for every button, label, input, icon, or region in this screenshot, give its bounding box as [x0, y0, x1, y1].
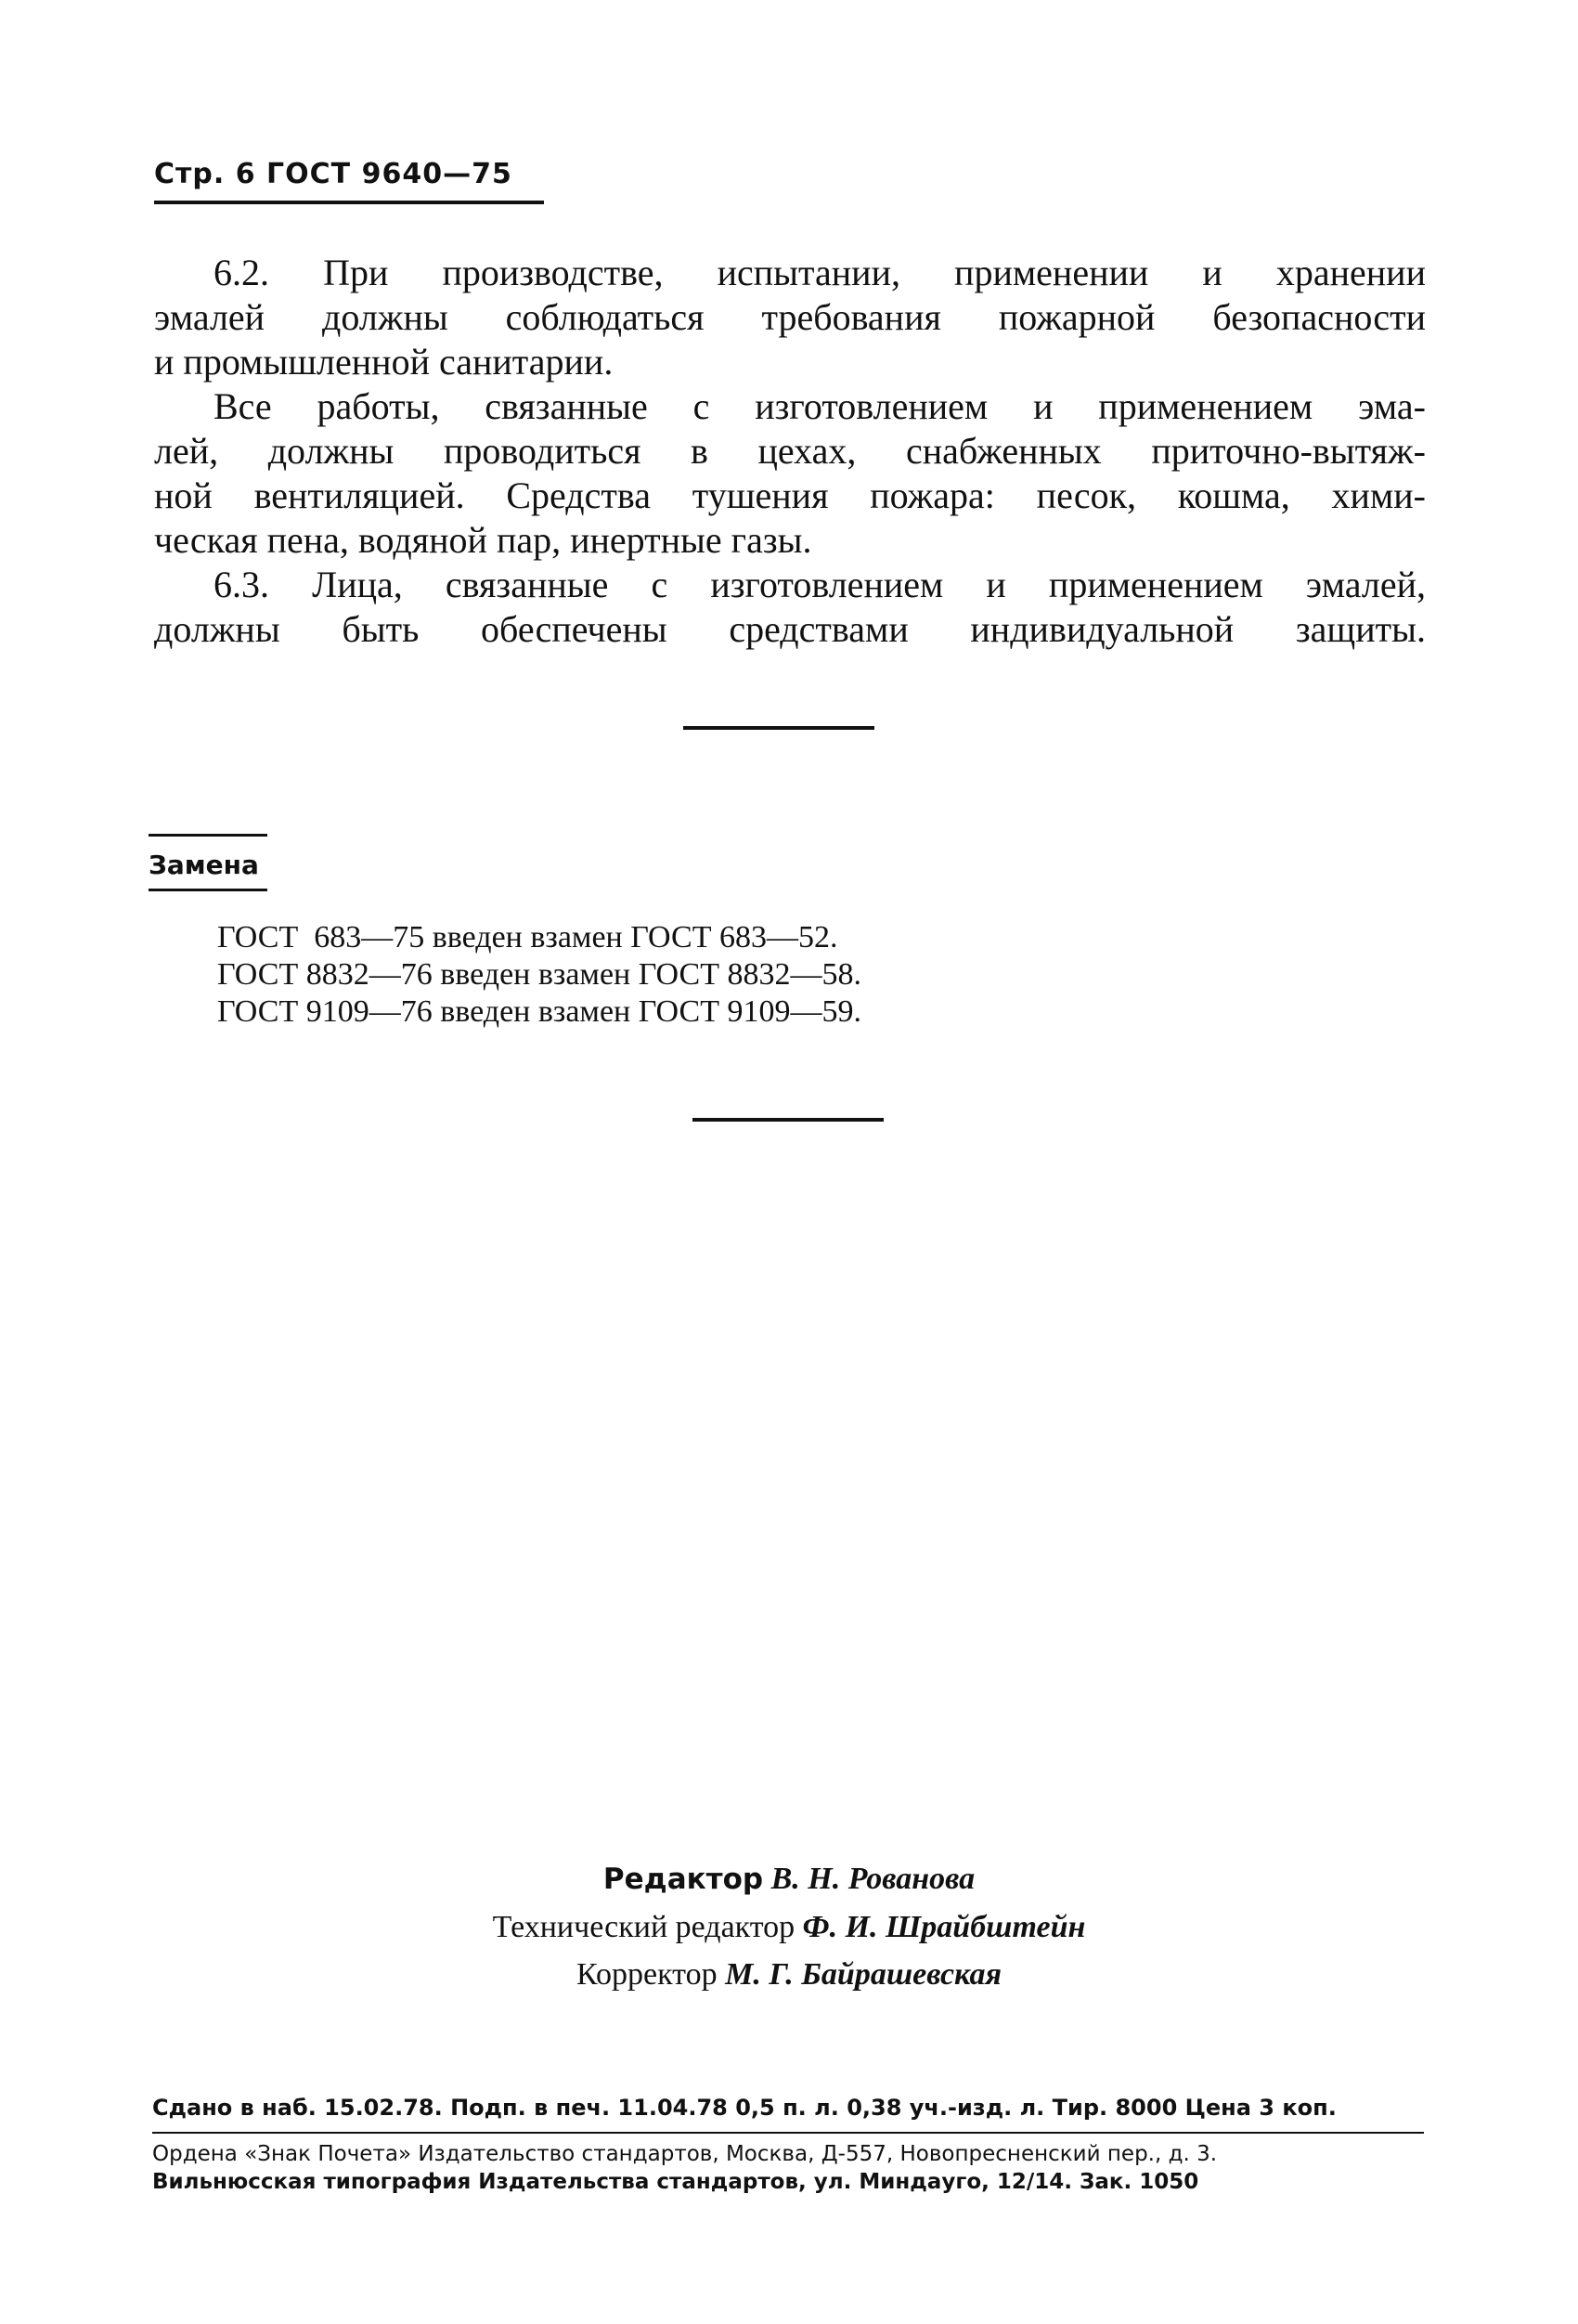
replacement-bottom-rule [149, 889, 267, 891]
paragraph-works-line: ческая пена, водяной пар, инертные газы. [154, 519, 812, 561]
replacement-top-rule [149, 834, 267, 837]
credits-block [0, 1855, 1578, 1998]
replacement-item: ГОСТ 8832—76 введен взамен ГОСТ 8832—58. [217, 957, 861, 992]
paragraph-works-line: лей, должны проводиться в цехах, снабженных приточно-вытяж- [154, 430, 1426, 472]
editor-role: Редактор [602, 1863, 764, 1896]
section-separator [692, 1118, 884, 1122]
publisher-line: Ордена «Знак Почета» Издательство стандартов, Москва, Д-557, Новопресненский пер., д. 3. [152, 2142, 1218, 2166]
tech-editor-role: Технический редактор [492, 1910, 795, 1944]
publisher-block [152, 2140, 1424, 2196]
section-separator [683, 726, 874, 730]
page-header: Стр. 6 ГОСТ 9640—75 [154, 158, 512, 190]
paragraph-6-3-line: 6.3. Лица, связанные с изготовлением и применением эмалей, [213, 564, 1426, 605]
replacement-heading: Замена [149, 850, 259, 880]
paragraph-6-3-line: должны быть обеспечены средствами индивидуальной защиты. [154, 608, 1426, 650]
corrector-name: М. Г. Байрашевская [725, 1957, 1002, 1992]
paragraph-works-line: ной вентиляцией. Средства тушения пожара: песок, кошма, хими- [154, 474, 1426, 516]
corrector-role: Корректор [576, 1957, 718, 1992]
imprint-rule [152, 2132, 1424, 2134]
editor-name: В. Н. Рованова [770, 1862, 976, 1896]
corrector-line [0, 1951, 1578, 1998]
paragraph-6-2-line: 6.2. При производстве, испытании, применении и хранении [213, 252, 1426, 293]
replacement-item: ГОСТ 9109—76 введен взамен ГОСТ 9109—59. [217, 994, 861, 1029]
section-6-text [154, 251, 1426, 652]
editor-line [0, 1855, 1578, 1903]
paragraph-works-line: Все работы, связанные с изготовлением и применением эма- [213, 385, 1426, 427]
tech-editor-line [0, 1903, 1578, 1951]
replacement-list [217, 919, 861, 1031]
header-rule [154, 201, 544, 204]
tech-editor-name: Ф. И. Шрайбштейн [802, 1910, 1086, 1944]
paragraph-6-2-line: эмалей должны соблюдаться требования пожарной безопасности [154, 296, 1426, 338]
printing-house-line: Вильнюсская типография Издательства стандартов, ул. Миндауго, 12/14. Зак. 1050 [152, 2170, 1199, 2194]
paragraph-6-2-line: и промышленной санитарии. [154, 341, 614, 383]
imprint-line: Сдано в наб. 15.02.78. Подп. в печ. 11.04.78 0,5 п. л. 0,38 уч.-изд. л. Тир. 8000 Цена 3 коп. [152, 2095, 1337, 2121]
replacement-item: ГОСТ 683—75 введен взамен ГОСТ 683—52. [217, 920, 838, 954]
